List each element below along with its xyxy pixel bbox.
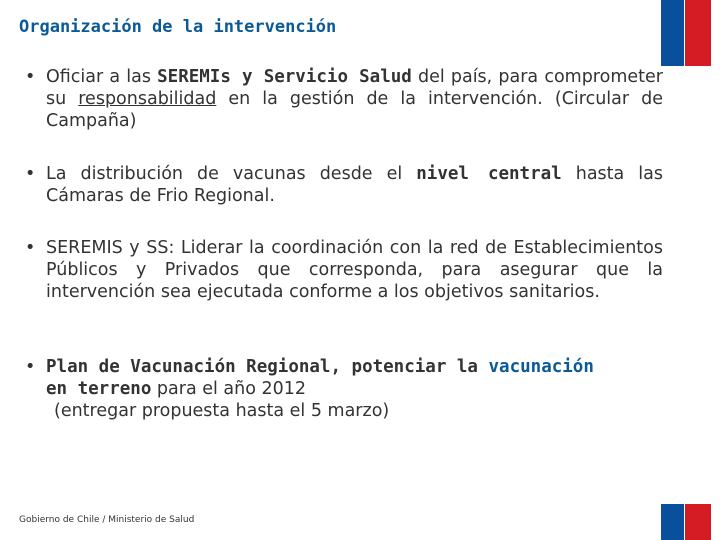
bullet-text: La distribución de vacunas desde el — [46, 164, 417, 184]
flag-blue-band — [661, 0, 684, 66]
flag-blue-band — [661, 504, 684, 540]
flag-stripe-bottom — [661, 504, 711, 540]
bullet-text: hasta las Cámaras de Frio Regional. — [46, 164, 663, 206]
bullet-dot: • — [25, 67, 36, 87]
bullet-bold: nivel central — [416, 164, 562, 184]
flag-stripe-top — [661, 0, 711, 66]
bullet-dot: • — [25, 164, 36, 184]
footer-text: Gobierno de Chile / Ministerio de Salud — [19, 515, 195, 525]
bullet-text: en la gestión de la intervención. (Circular de Campaña) — [46, 89, 663, 131]
bullet-bold: Plan de Vacunación Regional, potenciar la — [46, 357, 489, 377]
bullet-item — [25, 163, 663, 207]
flag-red-band — [685, 504, 711, 540]
bullet-text: para el año 2012 — [151, 379, 307, 399]
bullet-subline: (entregar propuesta hasta el 5 marzo) — [54, 401, 390, 421]
slide-title: Organización de la intervención — [19, 17, 337, 37]
bullet-text: Oficiar a las — [46, 67, 158, 87]
bullet-dot: • — [25, 357, 36, 377]
bullet-bold-blue: vacunación — [488, 357, 594, 377]
bullet-underline: responsabilidad — [78, 89, 217, 109]
bullet-bold: en terreno — [46, 379, 152, 399]
flag-red-band — [685, 0, 711, 66]
bullet-item — [25, 237, 663, 303]
bullet-item — [25, 66, 663, 132]
bullet-text: del país, para comprometer su — [46, 67, 663, 109]
bullet-item — [25, 356, 663, 422]
bullet-dot: • — [25, 238, 36, 258]
bullet-text: SEREMIS y SS: Liderar la coordinación con la red de Establecimientos Públicos y Privados que corresponda, para asegurar que la intervención sea ejecutada conforme a los objetivos sanitarios. — [46, 238, 663, 302]
bullet-bold: SEREMIs y Servicio Salud — [157, 67, 412, 87]
